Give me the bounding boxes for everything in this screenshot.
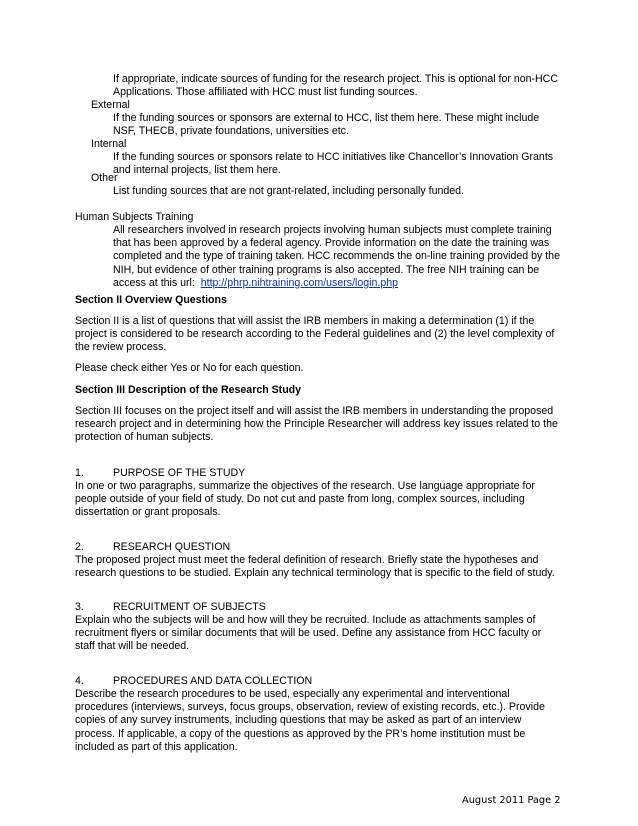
section3-paragraph: Section III focuses on the project itself and will assist the IRB members in understanding the proposed research project and in determining how the Principle Researcher will address key issues related to the protection of human subjects. [75, 405, 558, 444]
item-text: Describe the research procedures to be used, especially any experimental and interventional procedures (interviews, surveys, focus groups, observation, review of existing records, etc.). Provide copies of any survey instruments, including questions that may be asked as part of an interview process. If applicable, a copy of the questions as approved by the PR’s home institution must be included as part of this application. [75, 688, 545, 753]
training-label: Human Subjects Training [75, 211, 194, 223]
funding-other-label: Other [91, 172, 118, 184]
funding-other-text: List funding sources that are not grant-related, including personally funded. [113, 185, 464, 197]
item-title: RECRUITMENT OF SUBJECTS [113, 601, 266, 613]
page-footer: August 2011 Page 2 [462, 795, 561, 806]
training-text: All researchers involved in research projects involving human subjects must complete training that has been approved by a federal agency. Provide information on the date the training was completed and the type of training taken. HCC recommends the on-line training provided by the NIH, but evidence of other training programs is also accepted. The free NIH training can be access at this url: http://phrp.nihtraining.com/users/login.php [113, 224, 560, 289]
item-number: 2. [75, 541, 84, 553]
item-number: 3. [75, 601, 84, 613]
funding-intro: If appropriate, indicate sources of funding for the research project. This is optional for non-HCC Applications. Those affiliated with HCC must list funding sources. [113, 73, 558, 99]
funding-internal-text: If the funding sources or sponsors relate to HCC initiatives like Chancellor’s Innovation Grants and internal projects, list them here. [113, 151, 554, 177]
section2-paragraph: Section II is a list of questions that will assist the IRB members in making a determination (1) if the project is considered to be research according to the Federal guidelines and (2) the level complexity of the review process. [75, 315, 555, 354]
item-title: RESEARCH QUESTION [113, 541, 231, 553]
funding-internal-label: Internal [91, 138, 127, 150]
funding-external-label: External [91, 99, 130, 111]
section3-heading: Section III Description of the Research Study [75, 384, 302, 396]
item-number: 4. [75, 675, 84, 687]
funding-external-text: If the funding sources or sponsors are external to HCC, list them here. These might include NSF, THECB, private foundations, universities etc. [113, 112, 540, 138]
item-text: Explain who the subjects will be and how will they be recruited. Include as attachments samples of recruitment flyers or similar documents that will be used. Define any assistance from HCC faculty or staff that will be needed. [75, 614, 542, 653]
item-text: In one or two paragraphs, summarize the objectives of the research. Use language appropriate for people outside of your field of study. Do not cut and paste from long, complex sources, including dissertation or grant proposals. [75, 480, 535, 519]
section2-heading: Section II Overview Questions [75, 294, 227, 306]
item-title: PROCEDURES AND DATA COLLECTION [113, 675, 313, 687]
item-text: The proposed project must meet the federal definition of research. Briefly state the hypotheses and research questions to be studied. Explain any technical terminology that is specific to the field of study. [75, 554, 555, 580]
item-number: 1. [75, 467, 84, 479]
nih-training-link[interactable]: http://phrp.nihtraining.com/users/login.php [200, 276, 399, 289]
item-title: PURPOSE OF THE STUDY [113, 467, 246, 479]
section2-instruction: Please check either Yes or No for each question. [75, 362, 304, 374]
